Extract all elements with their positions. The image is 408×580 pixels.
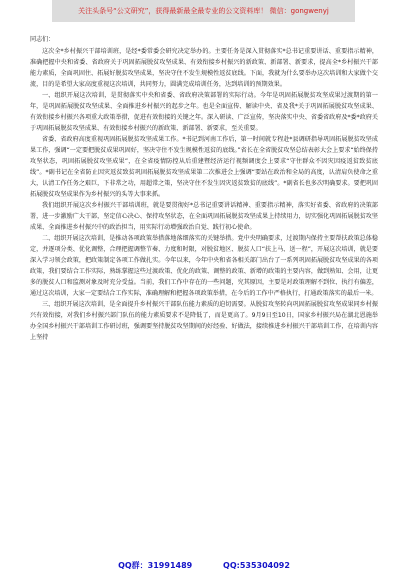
document-body [30,34,378,343]
paragraph: 二、组织开展这次培训，是推动各项政策举措落地落细落实的关键举措。党中央明确要求，过渡期内保持主要帮扶政策总体稳定，并逐项分类、优化调整，合理把握调整节奏、力度和时限，对脱贫地区、脱贫人口“扶上马、送一程”，开展这次培训，就是要深入学习领会政策，把政策制定各项工作做扎实。今年以来，今年中央和省各相关部门出台了一系列巩固拓展脱贫攻坚成果的各项政策，我们要结合工作实际，熟练掌握这些过渡政策、优化的政策、调整的政策、新增的政策的主要内容，做到熟知、会用，让更多的脱贫人口和监测对象及时充分受益。当前，我们工作中存在的一些问题，究其原因，主要是对政策理解不到位、执行有偏差，通过这次培训，大家一定要结合工作实际，准确理解和把握各项政策举措，在今后的工作中严格执行，打通政策落实的最后一米。 [30,235,378,297]
salutation: 同志们： [30,36,55,43]
qq-number: QQ:535304092 [223,561,290,570]
paragraph: 三、组织开展这次培训，是全面提升乡村振兴干部队伍能力素质的迫切需要。从脱贫攻坚转向巩固拓展脱贫攻坚成果同乡村振兴有效衔接，对我们乡村振兴部门队伍的能力素质要求不是降低了，而是更高了。9月9日至10日，国家乡村振兴局在湖北恩施举办全国乡村振兴干部培训工作研讨班，强调要坚持脱贫攻坚期间的好经验、好做法，接续推进乡村振兴干部培训工作，在培训内容上坚持 [30,301,378,341]
paragraph: 省委、省政府高度重视巩固拓展脱贫攻坚成果工作。*书记到河南工作后，第一时间就专程赴*县调研指导巩固拓展脱贫攻坚成果工作，强调“一定要把脱贫成果巩固好，坚决守住不发生规模性返贫的底线。”省长在全省脱贫攻坚总结表彰大会上要求“始终保持攻坚状态，巩固拓展脱贫攻坚成果”，在全省疫情防控从后重建暨经济运行视频调度会上要求“守住群众不因灾因疫返贫致贫底线”。*副书记在全省防止因灾返贫致贫巩固拓展脱贫攻坚成果第二次推进会上强调“要站在政治和全局的高度，认清肩负使命之重大，认清工作任务之艰巨，下非常之功，用超常之策，坚决守住不发生因灾返贫致贫的底线”。*副省长也多次明确要求。要把巩固拓展脱贫攻坚成果作为乡村振兴的头等大事来抓。 [30,136,378,198]
paragraph: 我们组织开展这次乡村振兴干部培训班，就是要贯彻好*总书记重要讲话精神、重要指示精神，落实好省委、省政府的决策部署，进一步激励广大干部，坚定信心决心、保持攻坚状态，在全面巩固拓展脱贫攻坚成果上持续用力，切实强化巩固拓展脱贫攻坚成果、全面推进乡村振兴中的政治担当，用实际行动增强政治自觉、践行初心使命。 [30,202,378,231]
promo-banner: 关注头条号“公文研究”，获得最新最全最专业的公文资料库！ 微信：gongwenyj [52,0,355,22]
paragraph: 一、组织开展这次培训，是贯彻落实中央和省委、省政府决策部署的实际行动。今年是巩固拓展脱贫攻坚成果过渡期的第一年，是巩固拓展脱贫攻坚成果、全面推进乡村振兴的起步之年。也是全面宣传、解读中央、省及我*关于巩固拓展脱贫攻坚成果、有效衔接乡村振兴各项重大政策举措，促进有效衔接的关键之年。深入研读、广泛宣传，坚决落实中央、省委省政府及*委*政府关于巩固拓展脱贫攻坚成果、有效衔接乡村振兴的新政策、新部署、新要求，至关重要。 [30,92,378,132]
qq-group: QQ群：31991489 [118,561,193,570]
footer-contact [0,560,408,571]
paragraph: 这次全*乡村振兴干部培训班，是经*委常委会研究决定举办的。主要任务是深入贯彻落实*总书记重要讲话、重要指示精神，准确把握中央和省委、省政府关于巩固拓展脱贫攻坚成果、有效衔接乡村振兴的新政策、新部署、新要求，提高全*乡村振兴干部能力素质，全面巩固住、拓展好脱贫攻坚成果，坚决守住不发生规模性返贫底线。下面，我就为什么要举办这次培训和大家做个交流，目的是希望大家高度重视这次培训，共同努力，圆满完成培训任务，达到培训的预期效果。 [30,48,378,88]
